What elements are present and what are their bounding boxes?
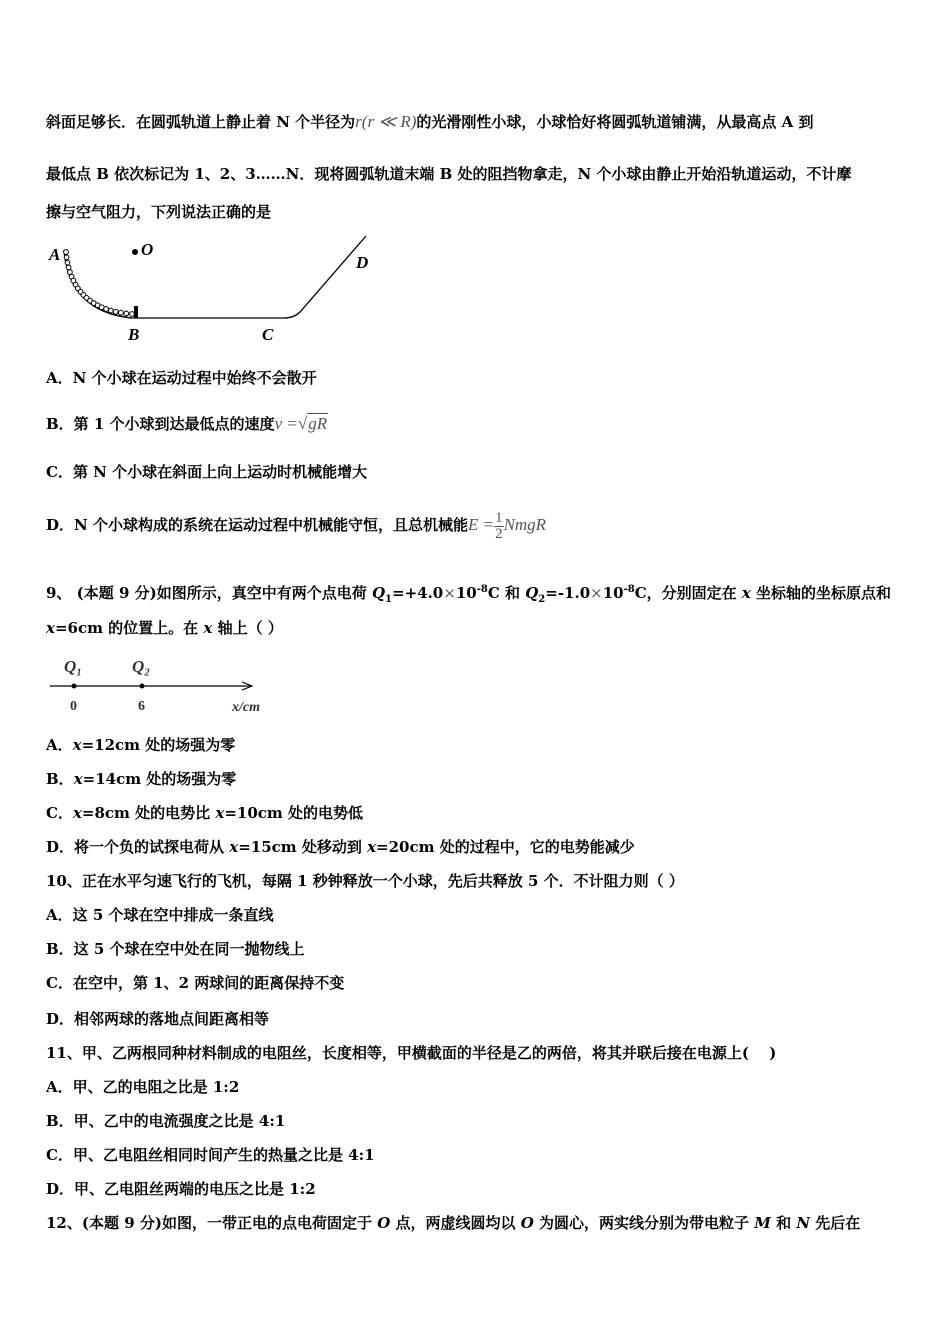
q9-axis-label: x/cm bbox=[232, 700, 260, 715]
q8-stopper bbox=[134, 306, 138, 318]
q9-option-c: C．x=8cm 处的电势比 x=10cm 处的电势低 bbox=[46, 804, 363, 822]
q10-option-d: D．相邻两球的落地点间距离相等 bbox=[46, 1010, 270, 1028]
q8-ball bbox=[104, 307, 109, 312]
q11-stem: 11、甲、乙两根同种材料制成的电阻丝，长度相等，甲横截面的半径是乙的两倍，将其并联后接在电源上( ) bbox=[46, 1044, 777, 1062]
q9-charge-q2-dot bbox=[140, 684, 145, 689]
q8-slope-track bbox=[284, 236, 369, 318]
q8-balls bbox=[64, 250, 135, 317]
q8-label-b: B bbox=[128, 325, 140, 344]
q9-option-b: B．x=14cm 处的场强为零 bbox=[46, 770, 237, 788]
q12-stem: 12、(本题 9 分)如图，一带正电的点电荷固定于 O 点，两虚线圆均以 O 为圆心，两实线分别为带电粒子 M 和 N 先后在 bbox=[46, 1214, 861, 1232]
q8-track-figure bbox=[44, 232, 384, 344]
q11-option-a: A．甲、乙的电阻之比是 1:2 bbox=[46, 1078, 240, 1096]
q8-center-point bbox=[132, 249, 138, 255]
q10-stem: 10、正在水平匀速飞行的飞机，每隔 1 秒钟释放一个小球，先后共释放 5 个．不计阻力则（ ） bbox=[46, 872, 684, 890]
q8-ball bbox=[65, 260, 70, 265]
q9-tick-6: 6 bbox=[138, 699, 145, 714]
q9-option-d: D．将一个负的试探电荷从 x=15cm 处移动到 x=20cm 处的过程中，它的电势能减少 bbox=[46, 838, 635, 856]
q8-ball bbox=[66, 265, 71, 270]
q9-stem-line-2: x=6cm 的位置上。在 x 轴上（ ） bbox=[46, 619, 283, 637]
q8-line-1: 斜面足够长．在圆弧轨道上静止着 N 个半径为r(r ≪ R)的光滑刚性小球，小球恰好将圆弧轨道铺满，从最高点 A 到 bbox=[46, 112, 814, 131]
q11-option-b: B．甲、乙中的电流强度之比是 4:1 bbox=[46, 1112, 286, 1130]
q8-ball bbox=[113, 309, 118, 314]
q8-label-a: A bbox=[49, 245, 61, 264]
q8-ball bbox=[64, 250, 69, 255]
q8-label-d: D bbox=[356, 253, 369, 272]
q9-axis-figure bbox=[44, 652, 284, 718]
q8-line-2: 最低点 B 依次标记为 1、2、3……N．现将圆弧轨道末端 B 处的阻挡物拿走，N 个小球由静止开始沿轨道运动，不计摩 bbox=[46, 165, 852, 183]
q8-option-d: D．N 个小球构成的系统在运动过程中机械能守恒，且总机械能E = $\frac{1}{2}$ NmgR bbox=[46, 509, 547, 542]
q8-line-3: 擦与空气阻力，下列说法正确的是 bbox=[46, 203, 272, 221]
q10-option-c: C．在空中，第 1、2 两球间的距离保持不变 bbox=[46, 974, 345, 992]
q8-ball bbox=[130, 312, 135, 317]
q11-option-c: C．甲、乙电阻丝相同时间产生的热量之比是 4:1 bbox=[46, 1146, 375, 1164]
q9-tick-0: 0 bbox=[70, 699, 77, 714]
q8-ball bbox=[119, 310, 124, 315]
q8-sqrt-formula: √gR bbox=[297, 414, 328, 433]
q8-label-o: O bbox=[141, 240, 154, 259]
q8-option-a: A．N 个小球在运动过程中始终不会散开 bbox=[46, 369, 317, 387]
q8-option-b: B．第 1 个小球到达最低点的速度v =√gR bbox=[46, 414, 328, 433]
q9-label-q2: Q₂ bbox=[132, 657, 151, 676]
q8-ball bbox=[124, 311, 129, 316]
q8-ball bbox=[64, 255, 69, 260]
q9-label-q1: Q₁ bbox=[64, 657, 83, 676]
q9-stem-line-1: 9、 (本题 9 分)如图所示，真空中有两个点电荷 $Q_1=+4.0\times 10^{-8}C$ 和 $Q_2=-1.0\times 10^{-8}C$，分别固定在 x 坐标轴的坐标原点和 bbox=[46, 584, 892, 605]
q10-option-a: A．这 5 个球在空中排成一条直线 bbox=[46, 906, 274, 924]
q10-option-b: B．这 5 个球在空中处在同一抛物线上 bbox=[46, 940, 305, 958]
q11-option-d: D．甲、乙电阻丝两端的电压之比是 1:2 bbox=[46, 1180, 316, 1198]
q8-label-c: C bbox=[262, 325, 274, 344]
q9-charge-q1-dot bbox=[72, 684, 77, 689]
q8-radius-formula: r(r ≪ R) bbox=[355, 112, 417, 131]
q8-option-c: C．第 N 个小球在斜面上向上运动时机械能增大 bbox=[46, 463, 368, 481]
q8-ball bbox=[108, 308, 113, 313]
q9-option-a: A．x=12cm 处的场强为零 bbox=[46, 736, 236, 754]
q8-fraction: $\frac{1}{2}$ bbox=[495, 509, 503, 542]
